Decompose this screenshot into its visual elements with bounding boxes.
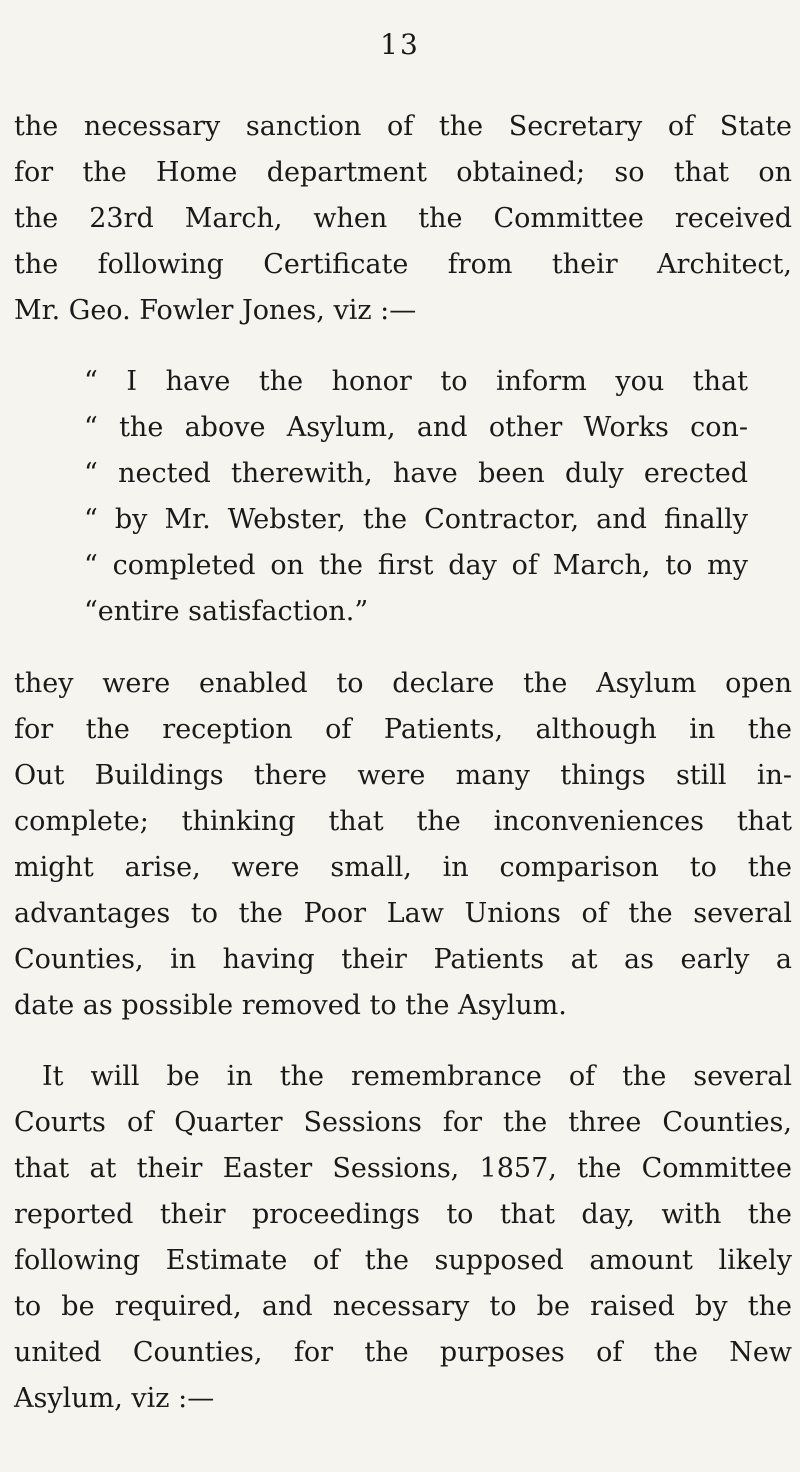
text-line: advantages to the Poor Law Unions of the several — [14, 898, 792, 929]
text-line: Asylum, viz :— — [14, 1383, 215, 1414]
text-line: they were enabled to declare the Asylum open — [14, 668, 792, 699]
text-line: Courts of Quarter Sessions for the three Counties, — [14, 1107, 792, 1138]
text-line: the following Certificate from their Architect, — [14, 249, 792, 280]
quote-line: “entire satisfaction.” — [84, 596, 369, 627]
text-line: the 23rd March, when the Committee received — [14, 203, 792, 234]
text-line: Counties, in having their Patients at as early a — [14, 944, 792, 975]
text-line: Mr. Geo. Fowler Jones, viz :— — [14, 295, 417, 326]
text-line: for the reception of Patients, although in the — [14, 714, 792, 745]
text-line: It will be in the remembrance of the several — [42, 1061, 792, 1092]
quote-line: “ the above Asylum, and other Works con- — [84, 412, 748, 443]
page-number: 13 — [380, 28, 420, 61]
quote-line: “ I have the honor to inform you that — [84, 366, 748, 397]
text-line: complete; thinking that the inconveniences that — [14, 806, 792, 837]
text-line: that at their Easter Sessions, 1857, the Committee — [14, 1153, 792, 1184]
text-line: Out Buildings there were many things still in- — [14, 760, 792, 791]
quote-line: “ nected therewith, have been duly erected — [84, 458, 748, 489]
text-line: to be required, and necessary to be raised by the — [14, 1291, 792, 1322]
text-line: united Counties, for the purposes of the New — [14, 1337, 792, 1368]
text-line: date as possible removed to the Asylum. — [14, 990, 567, 1021]
quote-line: “ by Mr. Webster, the Contractor, and finally — [84, 504, 748, 535]
text-line: might arise, were small, in comparison to the — [14, 852, 792, 883]
text-line: following Estimate of the supposed amount likely — [14, 1245, 792, 1276]
text-line: for the Home department obtained; so that on — [14, 157, 792, 188]
text-line: reported their proceedings to that day, with the — [14, 1199, 792, 1230]
text-line: the necessary sanction of the Secretary of State — [14, 111, 792, 142]
quote-line: “ completed on the first day of March, to my — [84, 550, 748, 581]
